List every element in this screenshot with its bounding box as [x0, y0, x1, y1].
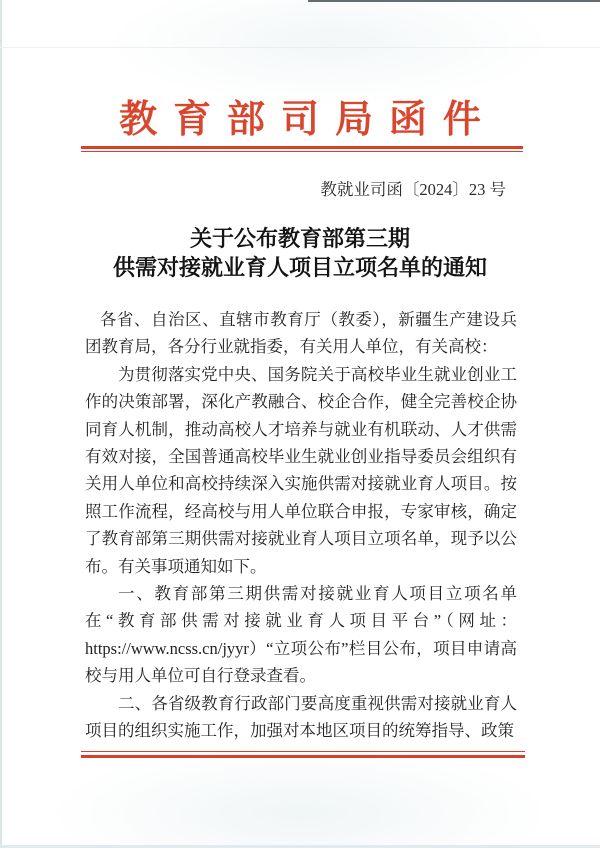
footer-double-rule	[81, 751, 525, 758]
body-paragraph-item-1: 一、教育部第三期供需对接就业育人项目立项名单在“教育部供需对接就业育人项目平台”（网址：https://www.ncss.cn/jyyr）“立项公布”栏目公布，项目申请高校与用人单位可自行登录查看。	[85, 584, 517, 686]
body-paragraph-item-2: 二、各省级教育行政部门要高度重视供需对接就业育人项目的组织实施工作，加强对本地区项目的统筹指导、政策	[85, 693, 517, 741]
letterhead-title: 教育部司局函件	[119, 99, 497, 141]
notice-title-line2: 供需对接就业育人项目立项名单的通知	[112, 254, 487, 280]
notice-body	[85, 306, 517, 748]
scan-artifact-seam	[0, 47, 600, 48]
body-paragraph-preamble: 为贯彻落实党中央、国务院关于高校毕业生就业创业工作的决策部署，深化产教融合、校企合作，健全完善校企协同育人机制，推动高校人才培养与就业有机联动、人才供需有效对接，全国普通高校毕业生就业创业指导委员会组织有关用人单位和高校持续深入实施供需对接就业育人项目。按照工作流程，经高校与用人单位联合申报，专家审核，确定了教育部第三期供需对接就业育人项目立项名单，现予以公布。有关事项通知如下。	[85, 364, 517, 576]
notice-title-line1: 关于公布教育部第三期	[189, 226, 410, 251]
document-number: 教就业司函〔2024〕23 号	[320, 180, 506, 199]
salutation-line: 各省、自治区、直辖市教育厅（教委），新疆生产建设兵团教育局，各分行业就指委，有关用人单位，有关高校：	[85, 310, 517, 357]
notice-title	[0, 225, 600, 282]
scan-artifact-top-edge	[308, 0, 600, 2]
letterhead-double-rule	[81, 146, 523, 152]
